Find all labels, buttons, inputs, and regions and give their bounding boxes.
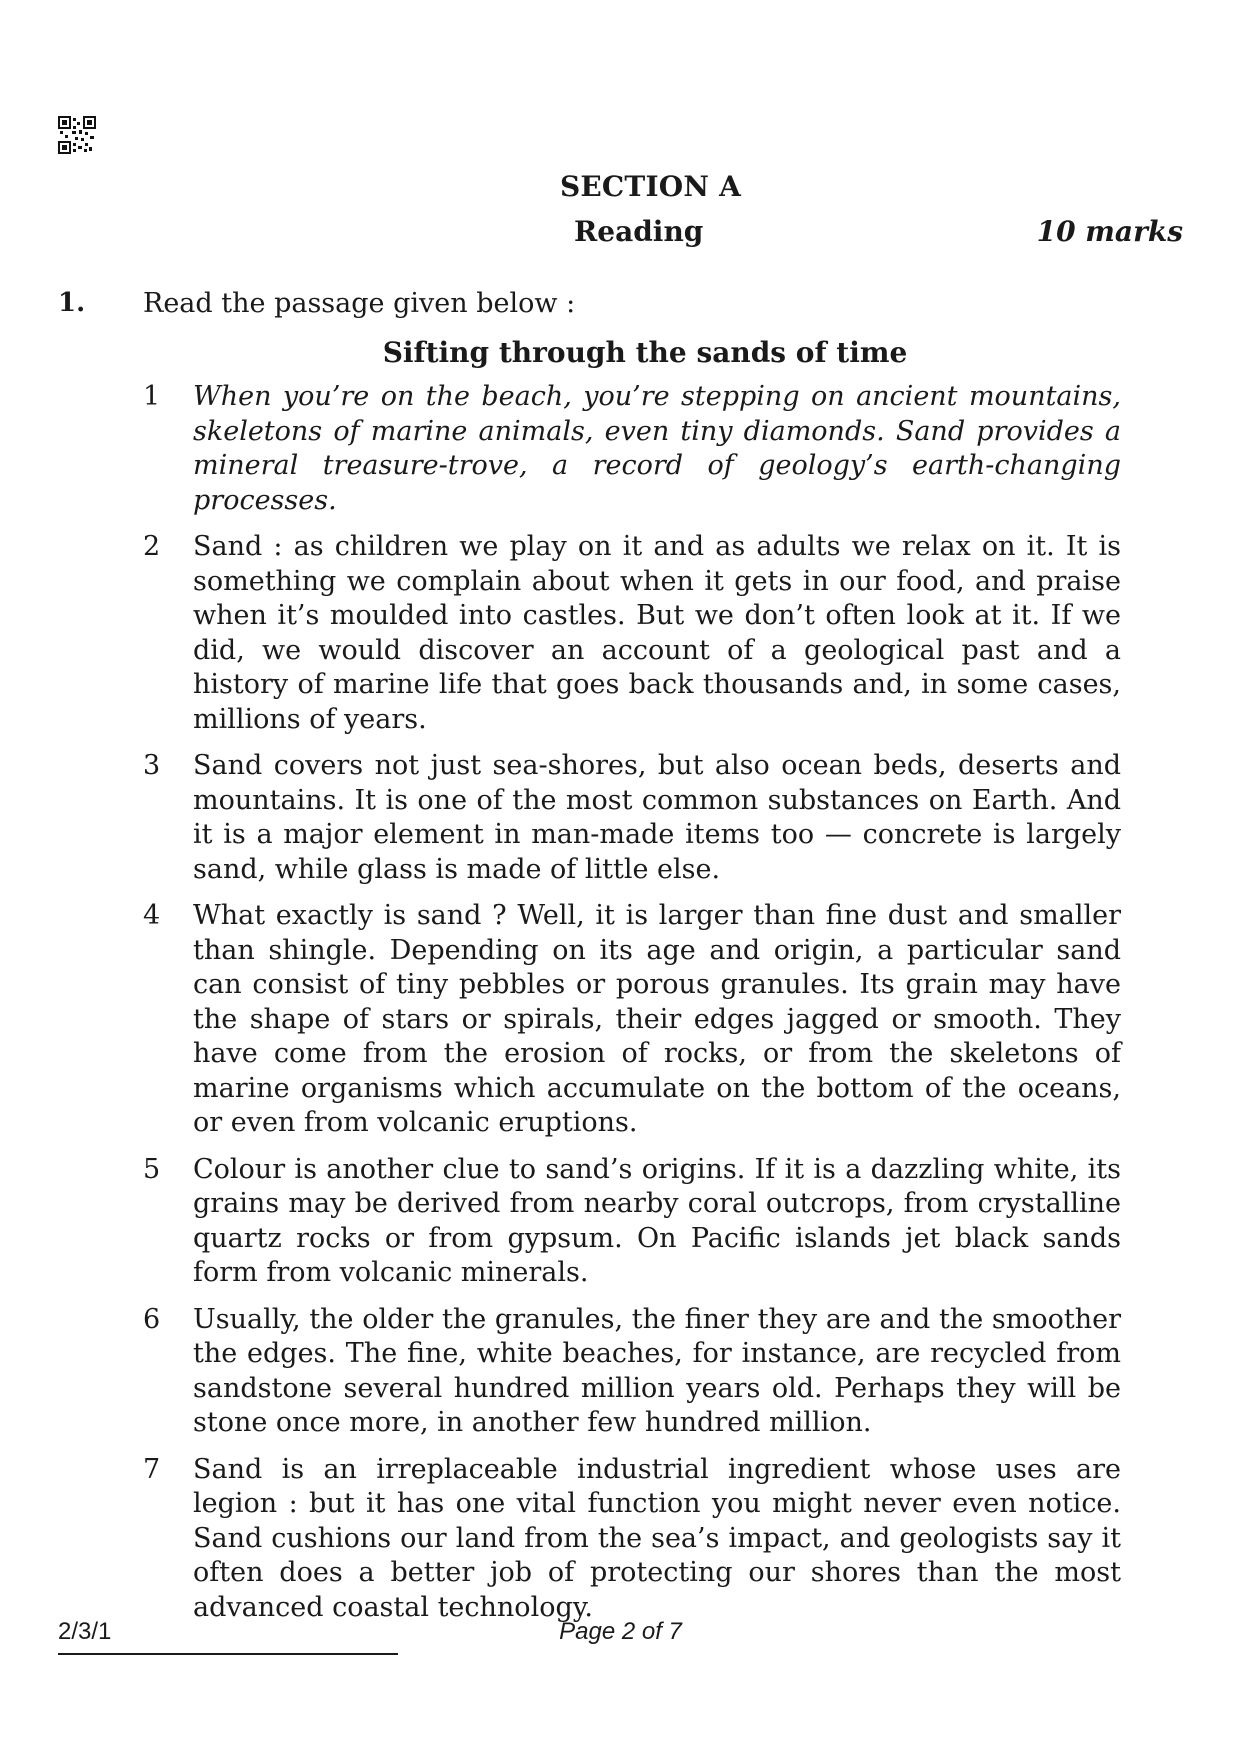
paragraph-text: Sand covers not just sea-shores, but also ocean beds, deserts and mountains. It is one of the most common substances on Earth. And it is a major element in man-made items too — concrete is largely sand, while glass is made of little else. — [193, 750, 1121, 885]
paragraph — [143, 749, 1121, 887]
marks-label: 10 marks — [1036, 215, 1183, 248]
paragraph — [143, 1153, 1121, 1291]
question-number: 1. — [58, 288, 86, 318]
paragraph-text: Sand is an irreplaceable industrial ingredient whose uses are legion : but it has one vital function you might never even notice. Sand cushions our land from the sea’s impact, and geologists say it often does a better job of protecting our shores than the most advanced coastal technology. — [193, 1453, 1121, 1623]
paragraph — [143, 1303, 1121, 1441]
paragraph-text: Colour is another clue to sand’s origins. If it is a dazzling white, its grains may be derived from nearby coral outcrops, from crystalline quartz rocks or from gypsum. On Pacific islands jet black sands form from volcanic minerals. — [193, 1153, 1121, 1288]
paragraph-text: When you’re on the beach, you’re stepping on ancient mountains, skeletons of marine animals, even tiny diamonds. Sand provides a mineral treasure-trove, a record of geology’s earth-changing processes. — [193, 381, 1121, 516]
reading-heading: Reading — [574, 215, 704, 248]
footer-divider — [58, 1653, 398, 1655]
paragraph-number: 5 — [143, 1153, 161, 1185]
paragraph-number: 7 — [143, 1453, 161, 1485]
paragraph-number: 4 — [143, 900, 161, 931]
paragraph — [143, 899, 1121, 1141]
qr-code-icon — [58, 116, 96, 154]
paragraph — [143, 380, 1121, 518]
passage-body — [143, 380, 1121, 1637]
question-prompt: Read the passage given below : — [143, 288, 576, 319]
paragraph-text: Usually, the older the granules, the finer they are and the smoother the edges. The fine, white beaches, for instance, are recycled from sandstone several hundred million years old. Perhaps they will be stone once more, in another few hundred million. — [193, 1303, 1121, 1438]
paragraph-number: 1 — [143, 381, 161, 412]
paragraph-number: 3 — [143, 750, 161, 781]
paragraph-text: What exactly is sand ? Well, it is larger than fine dust and smaller than shingle. Depending on its age and origin, a particular sand can consist of tiny pebbles or porous granules. Its grain may have the shape of stars or spirals, their edges jagged or smooth. They have come from the erosion of rocks, or from the skeletons of marine organisms which accumulate on the bottom of the oceans, or even from volcanic eruptions. — [193, 900, 1121, 1138]
paragraph-text: Sand : as children we play on it and as adults we relax on it. It is something we complain about when it gets in our food, and praise when it’s moulded into castles. But we don’t often look at it. If we did, we would discover an account of a geological past and a history of marine life that goes back thousands and, in some cases, millions of years. — [193, 531, 1121, 735]
paragraph-number: 2 — [143, 531, 161, 562]
section-heading: SECTION A — [559, 170, 742, 203]
passage-title: Sifting through the sands of time — [382, 336, 908, 369]
page-number: Page 2 of 7 — [559, 1618, 682, 1645]
paragraph — [143, 1453, 1121, 1626]
paragraph-number: 6 — [143, 1303, 161, 1335]
paragraph — [143, 530, 1121, 737]
paper-code: 2/3/1 — [58, 1618, 112, 1645]
